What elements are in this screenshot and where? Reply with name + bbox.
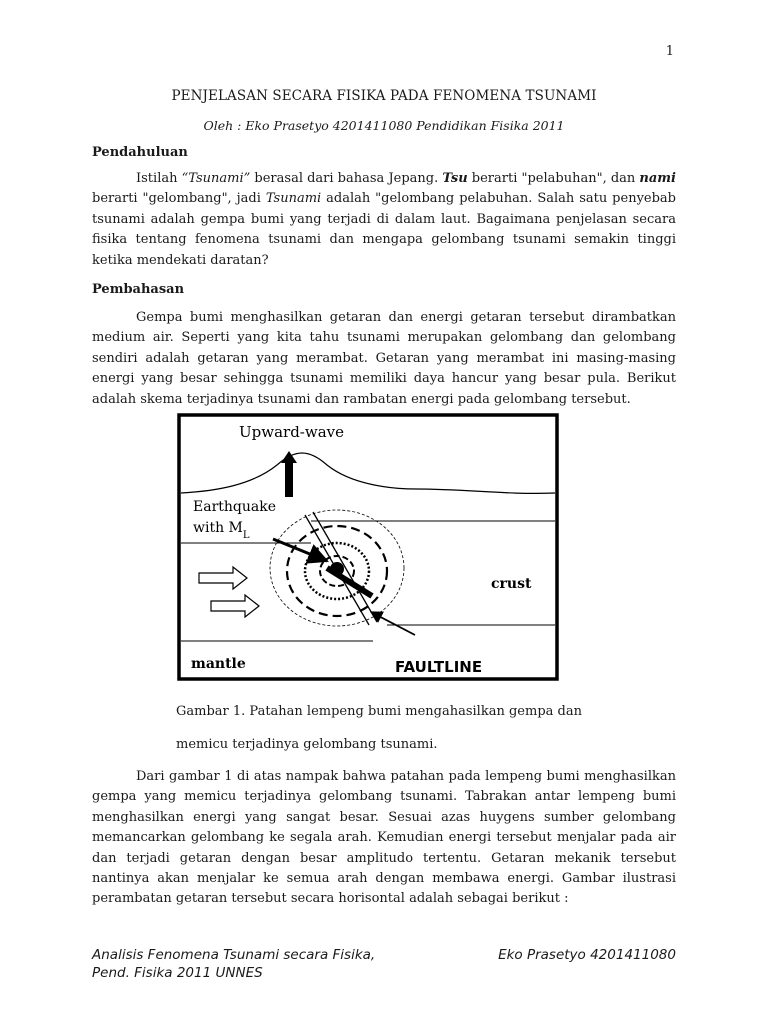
earthquake-label: Earthquake [193,499,276,515]
intro-term-tsu: Tsu [442,171,468,186]
intro-term-tsunami: “Tsunami” [181,171,251,186]
footer-line-1 [92,946,676,964]
footer-author: Eko Prasetyo 4201411080 [498,947,676,963]
body-paragraph-1-text: Gempa bumi menghasilkan getaran dan energi getaran tersebut dirambatkan medium air. Seperti yang kita tahu tsunami merupakan gelombang dan gelombang sendiri adalah getaran yang merambat. Getaran yang merambat ini masing-masing energi yang besar sehingga tsunami memiliki daya hancur yang besar pula. Berikut adalah skema terjadinya tsunami dan rambatan energi pada gelombang tersebut. [92,310,676,407]
earthquake-focus [330,562,344,576]
intro-text-2: berasal dari bahasa Jepang. [250,171,443,186]
upward-arrow-shaft [285,463,293,497]
body-paragraph-2-text: Dari gambar 1 di atas nampak bahwa patahan pada lempeng bumi menghasilkan gempa yang memicu terjadinya gelombang tsunami. Tabrakan antar lempeng bumi menghasilkan energi yang sangat besar. Sesuai azas huygens sumber gelombang memancarkan gelombang ke segala arah. Kemudian energi tersebut menjalar pada air dan terjadi getaran dengan besar amplitudo tertentu. Getaran mekanik tersebut nantinya akan menjalar ke semua arah dengan membawa energi. Gambar ilustrasi perambatan getaran tersebut secara horisontal adalah sebagai berikut : [92,769,676,907]
intro-paragraph [92,169,676,271]
body-paragraph-2 [92,767,676,910]
intro-term-nami: nami [639,171,676,186]
figure-frame [179,415,557,679]
crust-label: crust [491,576,532,592]
upward-wave-label: Upward-wave [239,423,344,441]
heading-pendahuluan: Pendahuluan [92,145,188,160]
document-title: PENJELASAN SECARA FISIKA PADA FENOMENA TSUNAMI [171,88,597,104]
intro-text-4: berarti "gelombang", jadi [92,191,266,207]
page-number: 1 [665,44,674,59]
footer-line-2: Pend. Fisika 2011 UNNES [92,965,263,981]
magnitude-subscript: L [242,529,250,541]
faultline-label: FAULTLINE [395,658,483,676]
intro-text-5: adalah "gelombang pelabuhan. Salah satu penyebab tsunami adalah gempa bumi yang terjadi di dalam laut. Bagaimana penjelasan secara fisika tentang fenomena tsunami dan mengapa gelombang tsunami semakin tinggi ketika mendekati daratan? [92,191,677,268]
intro-text-1: Istilah [136,171,182,186]
intro-text-3: berarti "pelabuhan", dan [467,171,640,186]
footer-title: Analisis Fenomena Tsunami secara Fisika, [92,947,376,963]
mantle-label: mantle [191,656,246,672]
figure-caption-line-2: memicu terjadinya gelombang tsunami. [176,737,438,752]
magnitude-label-text: with M [193,520,243,536]
heading-pembahasan: Pembahasan [92,282,185,297]
tsunami-diagram [177,413,559,681]
body-paragraph-1 [92,308,676,410]
page-footer [92,946,676,982]
figure-caption-line-1: Gambar 1. Patahan lempeng bumi mengahasilkan gempa dan [176,704,582,719]
author-line: Oleh : Eko Prasetyo 4201411080 Pendidikan Fisika 2011 [203,118,565,133]
intro-term-tsunami-2: Tsunami [265,191,322,207]
